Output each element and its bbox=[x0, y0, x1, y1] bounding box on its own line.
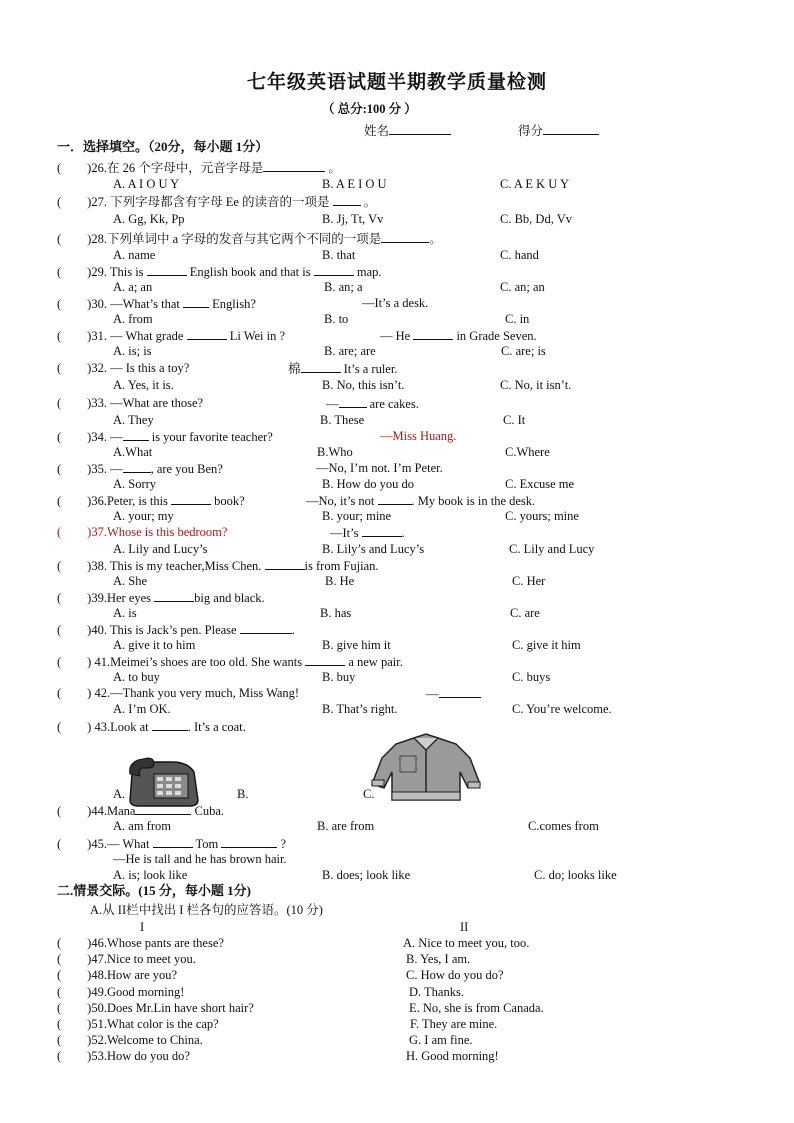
question-29: ( )29. This is English book and that is map. bbox=[57, 265, 382, 279]
score-field[interactable]: 得分 bbox=[518, 123, 599, 138]
q29-option-c[interactable]: C. an; an bbox=[500, 280, 545, 294]
q38-option-a[interactable]: A. She bbox=[113, 574, 148, 588]
q44-option-c[interactable]: C.comes from bbox=[528, 819, 599, 833]
q40-option-c[interactable]: C. give it him bbox=[512, 638, 581, 652]
question-43: ( ) 43.Look at . It’s a coat. bbox=[57, 720, 246, 734]
question-26: ( )26.在 26 个字母中，元音字母是 。 bbox=[57, 161, 341, 175]
match-answer-e: E. No, she is from Canada. bbox=[409, 1001, 544, 1015]
match-question-48: ( )48.How are you? bbox=[57, 968, 178, 982]
jacket-icon bbox=[370, 732, 482, 804]
question-37: ( )37.Whose is this bedroom? bbox=[57, 525, 228, 539]
q26-option-a[interactable]: A. A I O U Y bbox=[113, 177, 180, 191]
q42-answer-line: — bbox=[426, 686, 481, 701]
match-answer-h: H. Good morning! bbox=[406, 1049, 499, 1063]
q29-option-b[interactable]: B. an; a bbox=[324, 280, 363, 294]
q34-answer-line: —Miss Huang. bbox=[380, 429, 457, 443]
q31-option-b[interactable]: B. are; are bbox=[324, 344, 376, 358]
q26-option-c[interactable]: C. A E K U Y bbox=[500, 177, 569, 191]
q45-option-c[interactable]: C. do; looks like bbox=[534, 868, 617, 882]
q36-option-a[interactable]: A. your; my bbox=[113, 509, 174, 523]
column-ii-header: II bbox=[460, 920, 469, 934]
q39-option-b[interactable]: B. has bbox=[320, 606, 352, 620]
section-2-heading: 二.情景交际。(15 分，每小题 1分) bbox=[57, 883, 251, 898]
match-question-52: ( )52.Welcome to China. bbox=[57, 1033, 203, 1047]
q32-option-b[interactable]: B. No, this isn’t. bbox=[322, 378, 405, 392]
q39-option-a[interactable]: A. is bbox=[113, 606, 137, 620]
q37-option-a[interactable]: A. Lily and Lucy’s bbox=[113, 542, 208, 556]
match-answer-b: B. Yes, I am. bbox=[406, 952, 471, 966]
q33-option-c[interactable]: C. It bbox=[503, 413, 526, 427]
page-title: 七年级英语试题半期教学质量检测 bbox=[246, 72, 547, 93]
q36-answer-line: —No, it’s not . My book is in the desk. bbox=[306, 494, 536, 508]
match-answer-g: G. I am fine. bbox=[409, 1033, 473, 1047]
q37-answer-line: —It’s . bbox=[330, 526, 405, 540]
q33-option-a[interactable]: A. They bbox=[113, 413, 154, 427]
q30-option-b[interactable]: B. to bbox=[324, 312, 349, 326]
question-40: ( )40. This is Jack’s pen. Please . bbox=[57, 623, 295, 637]
match-answer-f: F. They are mine. bbox=[410, 1017, 498, 1031]
q38-option-b[interactable]: B. He bbox=[325, 574, 355, 588]
q34-option-c[interactable]: C.Where bbox=[505, 445, 550, 459]
q35-option-b[interactable]: B. How do you do bbox=[322, 477, 415, 491]
q32-option-c[interactable]: C. No, it isn’t. bbox=[500, 378, 572, 392]
q45-option-b[interactable]: B. does; look like bbox=[322, 868, 411, 882]
column-i-header: I bbox=[140, 920, 145, 934]
match-answer-c: C. How do you do? bbox=[406, 968, 504, 982]
q41-option-a[interactable]: A. to buy bbox=[113, 670, 160, 684]
q37-option-c[interactable]: C. Lily and Lucy bbox=[509, 542, 595, 556]
q43-option-a[interactable]: A. bbox=[113, 787, 126, 801]
q33-option-b[interactable]: B. These bbox=[320, 413, 365, 427]
q28-option-a[interactable]: A. name bbox=[113, 248, 156, 262]
q30-answer-line: —It’s a desk. bbox=[362, 296, 429, 310]
q28-option-c[interactable]: C. hand bbox=[500, 248, 539, 262]
section-1-heading: 一．选择填空。（20分，每小题 1分） bbox=[57, 139, 269, 154]
q37-option-b[interactable]: B. Lily’s and Lucy’s bbox=[322, 542, 425, 556]
question-35: ( )35. — , are you Ben? bbox=[57, 462, 223, 476]
match-question-53: ( )53.How do you do? bbox=[57, 1049, 190, 1063]
question-36: ( )36.Peter, is this book? bbox=[57, 494, 245, 508]
q43-option-c[interactable]: C. bbox=[363, 787, 375, 801]
match-question-46: ( )46.Whose pants are these? bbox=[57, 936, 224, 950]
q26-option-b[interactable]: B. A E I O U bbox=[322, 177, 387, 191]
q43-option-b[interactable]: B. bbox=[237, 787, 249, 801]
question-38: ( )38. This is my teacher,Miss Chen. is from Fujian. bbox=[57, 559, 379, 573]
q29-option-a[interactable]: A. a; an bbox=[113, 280, 153, 294]
match-answer-a: A. Nice to meet you, too. bbox=[403, 936, 530, 950]
total-score-note: （ 总分:100 分 ） bbox=[322, 102, 417, 116]
match-question-47: ( )47.Nice to meet you. bbox=[57, 952, 196, 966]
match-question-50: ( )50.Does Mr.Lin have short hair? bbox=[57, 1001, 254, 1015]
q27-option-a[interactable]: A. Gg, Kk, Pp bbox=[113, 212, 185, 226]
question-30: ( )30. —What’s that English? bbox=[57, 297, 256, 311]
q42-option-a[interactable]: A. I’m OK. bbox=[113, 702, 171, 716]
q44-option-a[interactable]: A. am from bbox=[113, 819, 171, 833]
q40-option-a[interactable]: A. give it to him bbox=[113, 638, 196, 652]
q32-option-a[interactable]: A. Yes, it is. bbox=[113, 378, 174, 392]
q42-option-c[interactable]: C. You’re welcome. bbox=[512, 702, 612, 716]
match-question-49: ( )49.Good morning! bbox=[57, 985, 185, 999]
q45-option-a[interactable]: A. is; look like bbox=[113, 868, 188, 882]
q32-answer-line: 棉 It’s a ruler. bbox=[288, 362, 398, 376]
q45-answer-line: —He is tall and he has brown hair. bbox=[113, 852, 287, 866]
q31-answer-line: — He in Grade Seven. bbox=[380, 329, 537, 343]
q44-option-b[interactable]: B. are from bbox=[317, 819, 375, 833]
question-44: ( )44.Mana Cuba. bbox=[57, 804, 225, 818]
q33-answer-line: — are cakes. bbox=[326, 397, 419, 411]
q35-option-c[interactable]: C. Excuse me bbox=[505, 477, 575, 491]
q39-option-c[interactable]: C. are bbox=[510, 606, 540, 620]
question-45: ( )45.— What Tom ? bbox=[57, 837, 287, 851]
question-34: ( )34. — is your favorite teacher? bbox=[57, 430, 273, 444]
question-41: ( ) 41.Meimei’s shoes are too old. She wants a new pair. bbox=[57, 655, 403, 669]
question-39: ( )39.Her eyes big and black. bbox=[57, 591, 265, 605]
match-answer-d: D. Thanks. bbox=[409, 985, 464, 999]
q41-option-b[interactable]: B. buy bbox=[322, 670, 356, 684]
section-2a-instruction: A.从 II栏中找出 I 栏各句的应答语。(10 分) bbox=[90, 903, 323, 917]
q31-option-c[interactable]: C. are; is bbox=[501, 344, 546, 358]
q35-option-a[interactable]: A. Sorry bbox=[113, 477, 157, 491]
match-question-51: ( )51.What color is the cap? bbox=[57, 1017, 219, 1031]
telephone-icon bbox=[128, 756, 200, 808]
name-field[interactable]: 姓名 bbox=[364, 123, 451, 138]
q40-option-b[interactable]: B. give him it bbox=[322, 638, 391, 652]
q27-option-c[interactable]: C. Bb, Dd, Vv bbox=[500, 212, 573, 226]
question-27: ( )27. 下列字母都含有字母 Ee 的读音的一项是 。 bbox=[57, 195, 377, 209]
question-31: ( )31. — What grade Li Wei in ? bbox=[57, 329, 286, 343]
q31-option-a[interactable]: A. is; is bbox=[113, 344, 152, 358]
q35-answer-line: —No, I’m not. I’m Peter. bbox=[316, 461, 443, 475]
question-32: ( )32. — Is this a toy? bbox=[57, 361, 190, 375]
q34-option-a[interactable]: A.What bbox=[113, 445, 153, 459]
q27-option-b[interactable]: B. Jj, Tt, Vv bbox=[322, 212, 384, 226]
question-33: ( )33. —What are those? bbox=[57, 396, 204, 410]
q36-option-b[interactable]: B. your; mine bbox=[322, 509, 392, 523]
q30-option-c[interactable]: C. in bbox=[505, 312, 530, 326]
q42-option-b[interactable]: B. That’s right. bbox=[322, 702, 398, 716]
q38-option-c[interactable]: C. Her bbox=[512, 574, 546, 588]
q28-option-b[interactable]: B. that bbox=[322, 248, 356, 262]
question-42: ( ) 42.—Thank you very much, Miss Wang! bbox=[57, 686, 300, 700]
q41-option-c[interactable]: C. buys bbox=[512, 670, 551, 684]
question-28: ( )28.下列单词中 a 字母的发音与其它两个不同的一项是 。 bbox=[57, 232, 442, 246]
q34-option-b[interactable]: B.Who bbox=[317, 445, 353, 459]
q30-option-a[interactable]: A. from bbox=[113, 312, 153, 326]
q36-option-c[interactable]: C. yours; mine bbox=[505, 509, 579, 523]
